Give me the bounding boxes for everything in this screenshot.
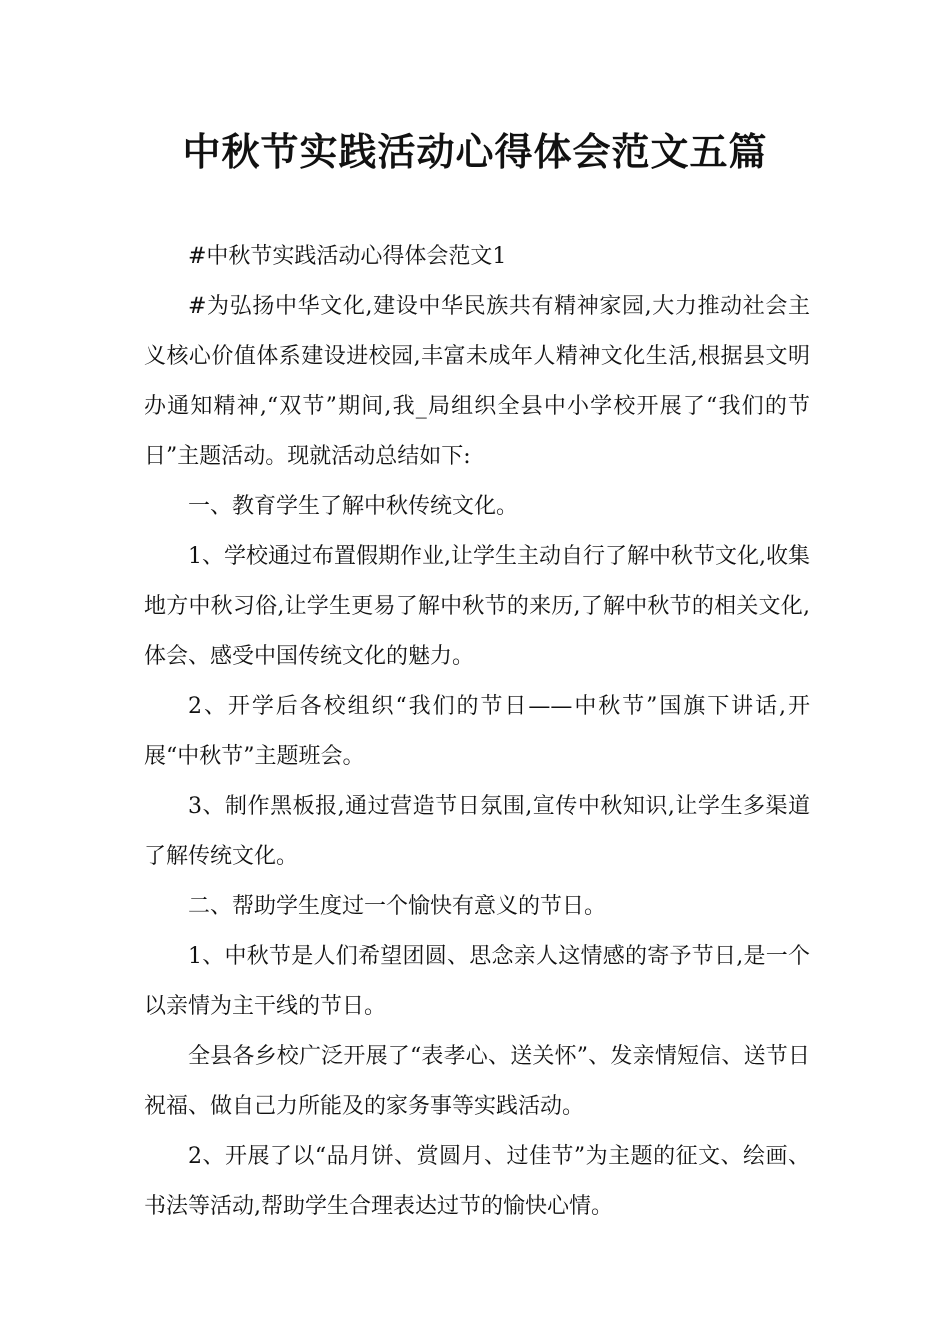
paragraph: 3、制作黑板报,通过营造节日氛围,宣传中秋知识,让学生多渠道了解传统文化。: [144, 794, 810, 869]
document-title: 中秋节实践活动心得体会范文五篇: [182, 130, 768, 174]
paragraph: 1、中秋节是人们希望团圆、思念亲人这情感的寄予节日,是一个以亲情为主干线的节日。: [144, 944, 810, 1019]
section-heading: #中秋节实践活动心得体会范文1: [188, 244, 507, 269]
section-heading: 一、教育学生了解中秋传统文化。: [188, 494, 519, 519]
paragraph: 全县各乡校广泛开展了“表孝心、送关怀”、发亲情短信、送节日祝福、做自己力所能及的家务事等实践活动。: [144, 1044, 810, 1119]
paragraph: 2、开学后各校组织“我们的节日——中秋节”国旗下讲话,开展“中秋节”主题班会。: [144, 694, 810, 769]
paragraph: 1、学校通过布置假期作业,让学生主动自行了解中秋节文化,收集地方中秋习俗,让学生更易了解中秋节的来历,了解中秋节的相关文化,体会、感受中国传统文化的魅力。: [144, 544, 810, 669]
section-heading: 二、帮助学生度过一个愉快有意义的节日。: [188, 894, 607, 919]
paragraph: 2、开展了以“品月饼、赏圆月、过佳节”为主题的征文、绘画、书法等活动,帮助学生合理表达过节的愉快心情。: [144, 1144, 810, 1219]
paragraph: #为弘扬中华文化,建设中华民族共有精神家园,大力推动社会主义核心价值体系建设进校园,丰富未成年人精神文化生活,根据县文明办通知精神,“双节”期间,我_局组织全县中小学校开展了“我们的节日”主题活动。现就活动总结如下:: [144, 294, 810, 469]
document-body: [144, 232, 810, 1232]
